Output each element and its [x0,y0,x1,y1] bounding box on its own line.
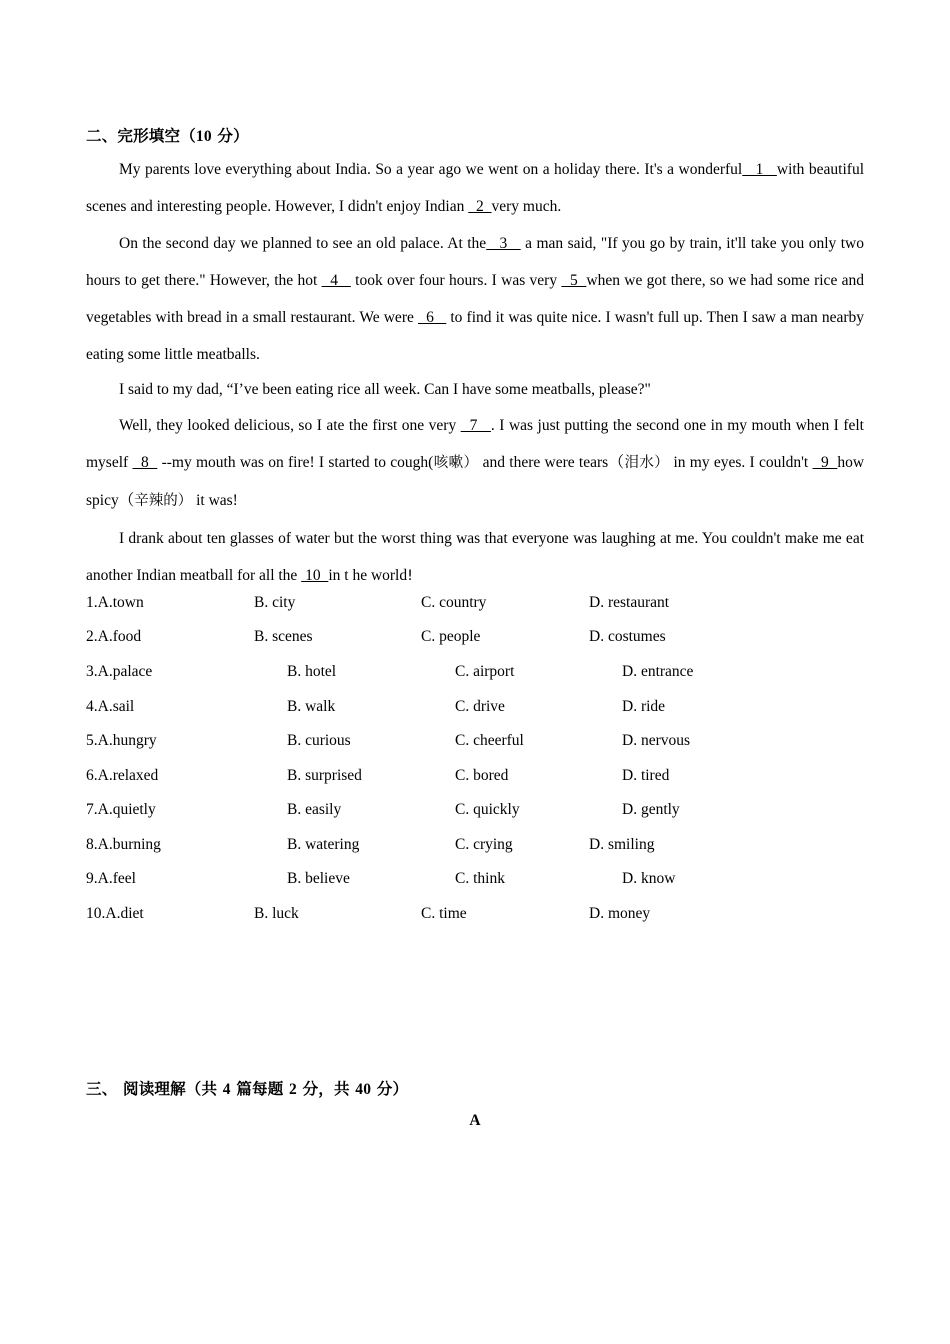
text: My parents love everything about India. So a year ago we went on a holiday there. It's a wonderful [119,161,743,178]
blank-5: 5 [561,272,587,289]
passage-a-label: A [469,1112,481,1129]
option-b: B. walk [287,698,336,715]
option-b: B. easily [287,801,342,818]
option-b: B. surprised [287,767,362,784]
option-row-1 [0,594,950,616]
option-a: 1.A.town [86,594,144,611]
section-3-title-suffix: 分） [371,1080,409,1098]
option-c: C. think [455,870,505,887]
blank-2: 2 [468,198,492,215]
option-c: C. quickly [455,801,520,818]
passage-count: 4 [222,1081,231,1098]
text: On the second day we planned to see an old palace. At the [119,235,487,252]
option-c: C. country [421,594,487,611]
text: when we got there, so we had some rice and vegetables with bread in a small restaurant. We were [86,272,865,326]
section-3-title-text: 分，共 [297,1080,356,1098]
blank-3: 3 [486,235,521,252]
total-points: 40 [355,1081,372,1098]
option-c: C. time [421,905,467,922]
option-b: B. city [254,594,296,611]
blank-6: 6 [417,309,447,326]
option-c: C. bored [455,767,509,784]
cloze-passage [86,151,864,595]
option-c: C. cheerful [455,732,524,749]
option-b: B. believe [287,870,350,887]
chinese-gloss: 辛辣的） [134,493,193,509]
option-row-5 [0,732,950,754]
text: . I was just putting the second one in my mouth when I felt myself [86,417,864,471]
text: --my mouth was on fire! I started to cough( [157,454,434,471]
option-row-7 [0,801,950,823]
option-row-8 [0,836,950,858]
option-b: B. scenes [254,628,313,645]
option-d: D. costumes [589,628,666,645]
text: I drank about ten glasses of water but the worst thing was that everyone was laughing at me. You couldn't make me eat another Indian meatball for all the [86,530,864,584]
text: with beautiful scenes and interesting people. However, I didn't enjoy Indian [86,161,865,215]
blank-10: 10 [301,567,329,584]
option-row-6 [0,767,950,789]
option-row-2 [0,628,950,650]
option-row-4 [0,698,950,720]
option-a: 8.A.burning [86,836,161,853]
option-a: 6.A.relaxed [86,767,159,784]
text: in t he world [328,567,408,584]
paragraph-4 [86,407,864,520]
option-row-3 [0,663,950,685]
text: it was! [192,492,238,509]
option-c: C. people [421,628,481,645]
text: and there were tears（ [478,454,625,471]
section-2-title-suffix: 分） [211,127,249,145]
option-c: C. airport [455,663,515,680]
section-2-title [86,124,249,146]
blank-8: 8 [132,454,158,471]
option-c: C. drive [455,698,505,715]
option-a: 9.A.feel [86,870,136,887]
option-d: D. ride [622,698,666,715]
blank-9: 9 [812,454,838,471]
option-row-10 [0,905,950,927]
option-d: D. tired [622,767,670,784]
option-b: B. watering [287,836,360,853]
text: to find it was quite nice. I wasn't full up. Then I saw a man nearby eating some little meatballs. [86,309,865,363]
option-c: C. crying [455,836,513,853]
option-row-9 [0,870,950,892]
option-d: D. entrance [622,663,694,680]
text: ! [407,568,413,584]
option-a: 5.A.hungry [86,732,157,749]
option-a: 3.A.palace [86,663,153,680]
option-d: D. know [622,870,676,887]
section-3-title-prefix: 三、 阅读理解（共 [86,1080,223,1098]
text: a man said, "If you go by train, it'll take you only two hours to get there." However, the hot [86,235,865,289]
paragraph-5 [86,520,864,595]
text: took over four hours. I was very [350,272,562,289]
blank-4: 4 [321,272,351,289]
option-d: D. money [589,905,651,922]
section-2-title-points: 10 [195,128,212,145]
option-d: D. nervous [622,732,691,749]
chinese-gloss: 泪水） [624,455,670,471]
paragraph-3: I said to my dad, “I’ve been eating rice all week. Can I have some meatballs, please?" [119,381,651,398]
blank-7: 7 [460,417,491,434]
option-d: D. restaurant [589,594,670,611]
option-a: 10.A.diet [86,905,144,922]
chinese-gloss: 咳嗽） [433,455,479,471]
option-b: B. curious [287,732,351,749]
blank-1: 1 [742,161,777,178]
text: Well, they looked delicious, so I ate the first one very [119,417,461,434]
option-a: 7.A.quietly [86,801,156,818]
points-per-question: 2 [289,1081,297,1098]
section-2-title-prefix: 二、完形填空（ [86,127,196,145]
option-d: D. gently [622,801,680,818]
paragraph-1 [86,151,864,225]
option-b: B. luck [254,905,299,922]
section-3-title-text: 篇每题 [230,1080,290,1098]
option-a: 2.A.food [86,628,142,645]
option-d: D. smiling [589,836,655,853]
option-a: 4.A.sail [86,698,135,715]
paragraph-2 [86,225,864,373]
text: in my eyes. I couldn't [669,454,813,471]
text: how spicy（ [86,454,865,509]
text: very much. [491,198,562,215]
option-b: B. hotel [287,663,337,680]
section-3-title [86,1077,408,1099]
